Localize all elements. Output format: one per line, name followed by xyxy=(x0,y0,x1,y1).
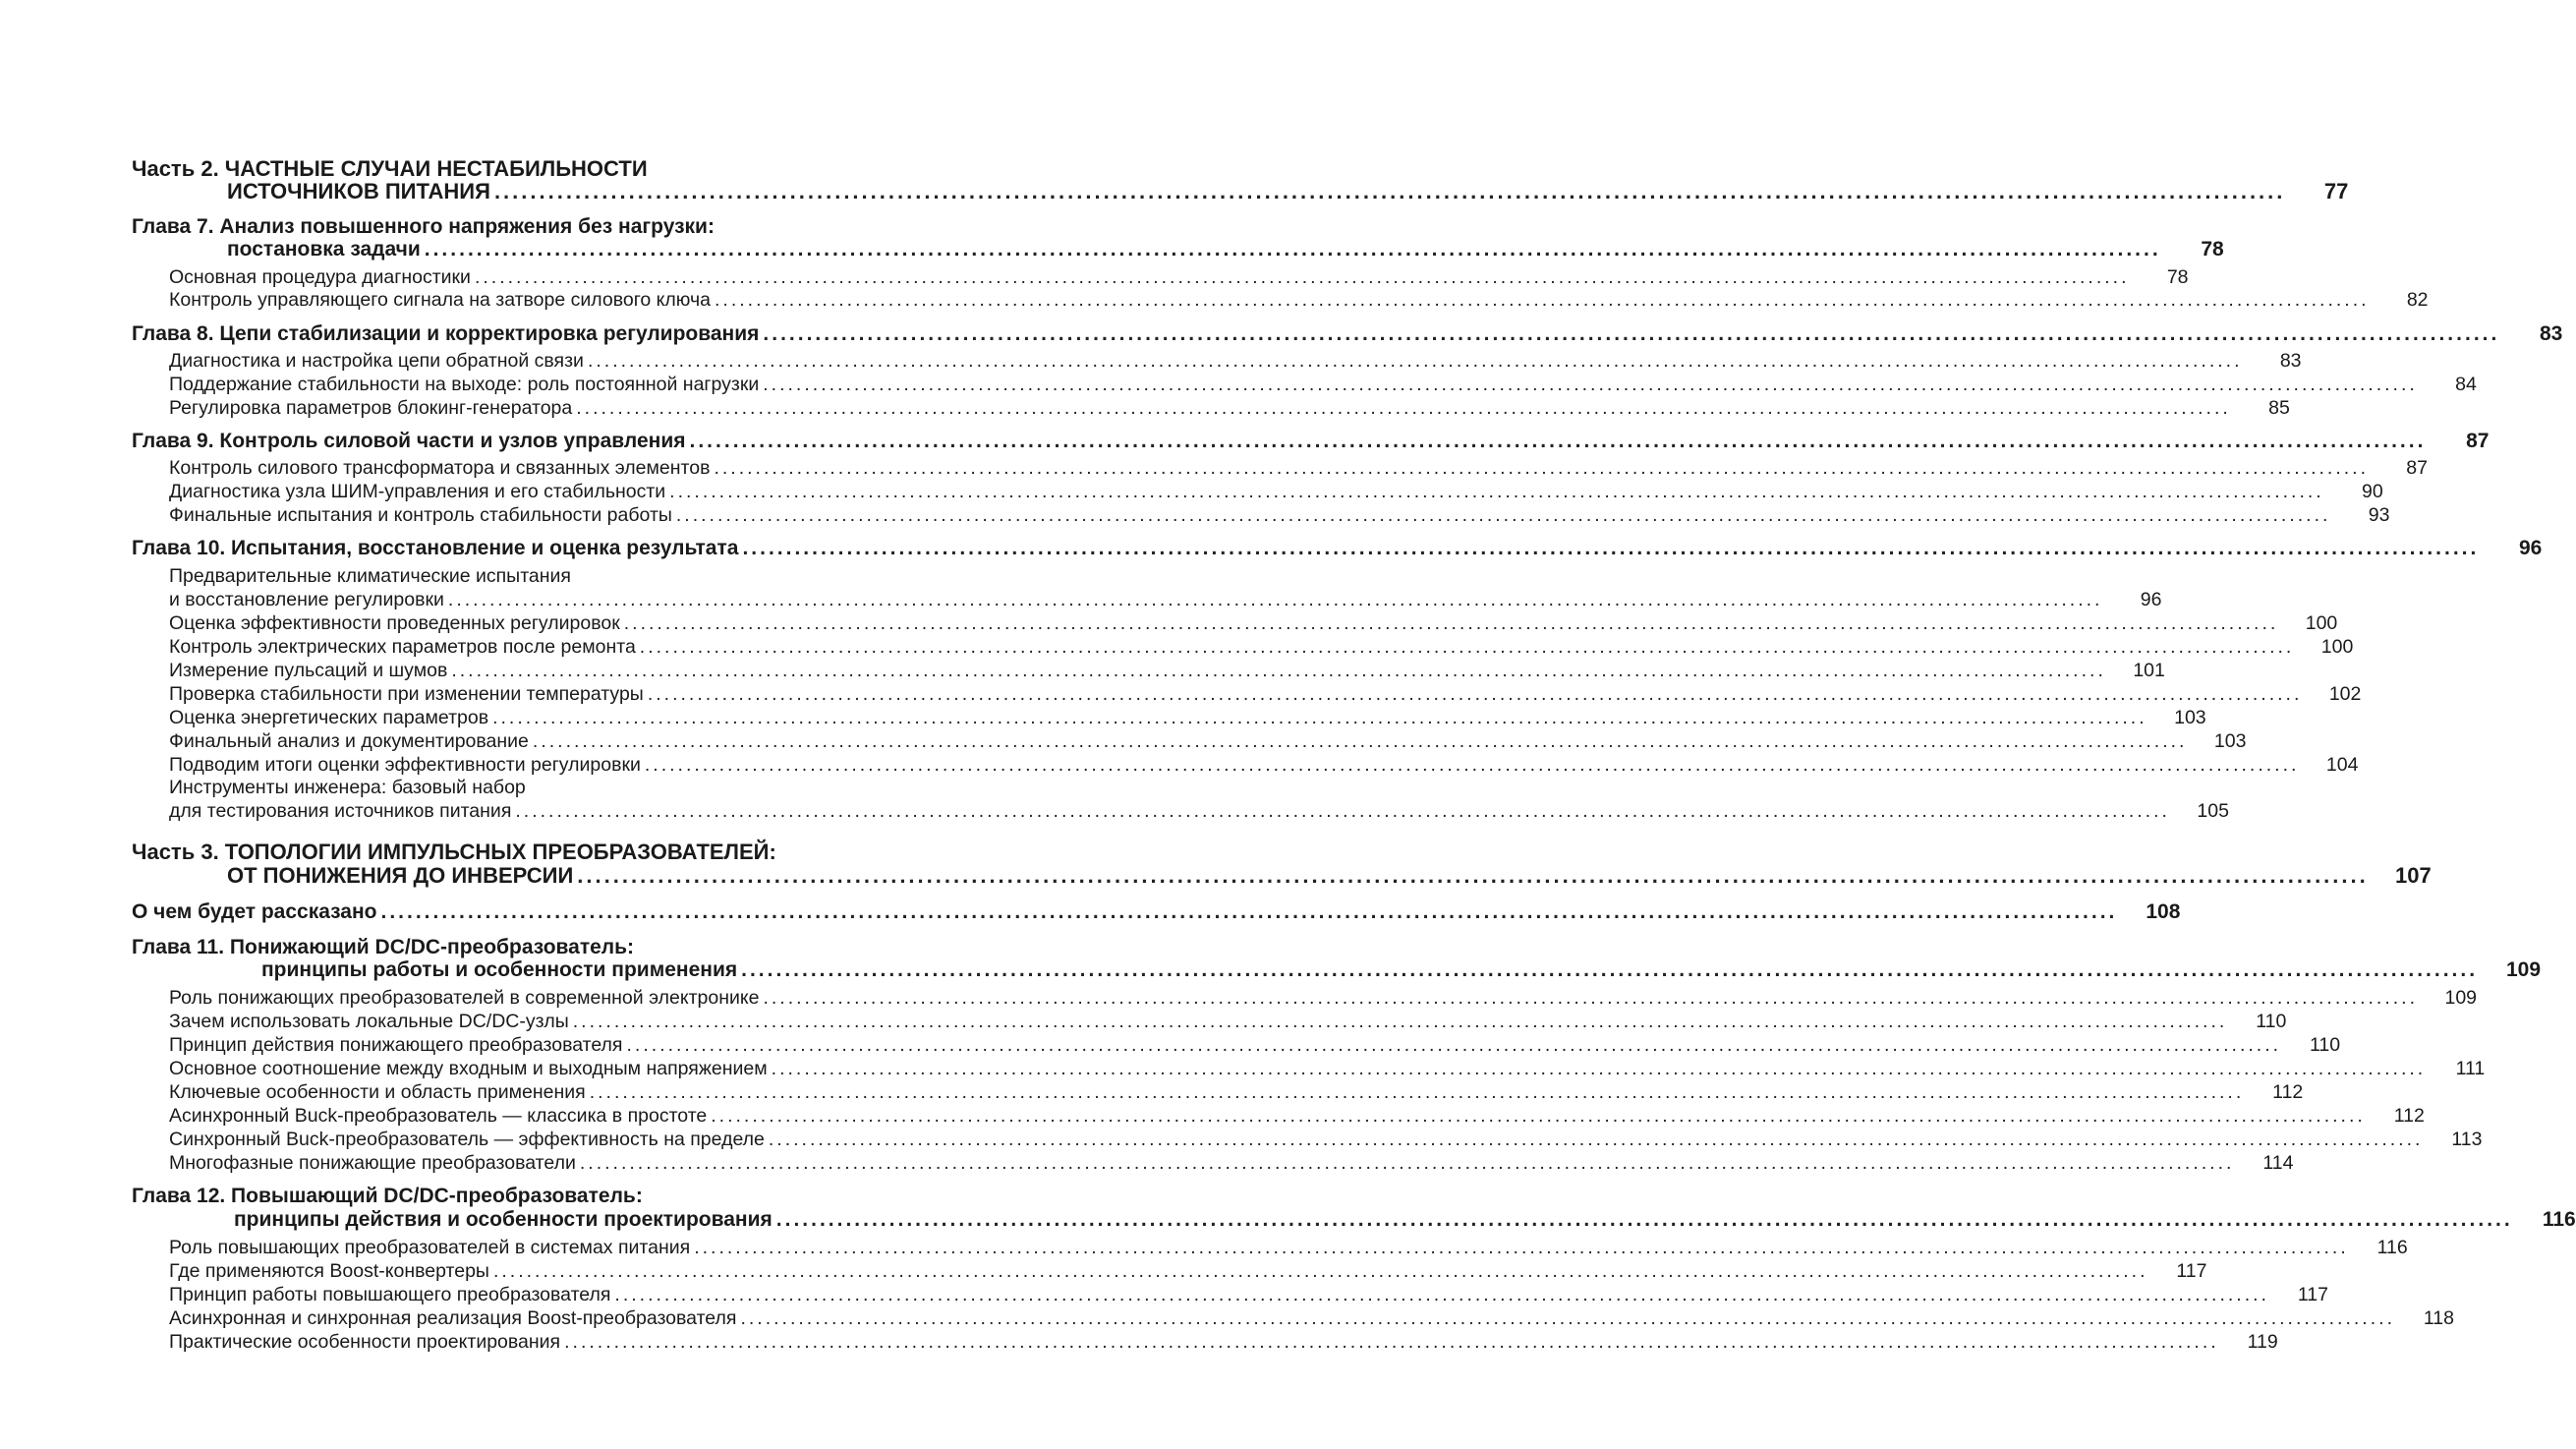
toc-entry-title: О чем будет рассказано xyxy=(132,900,377,923)
toc-section-entry xyxy=(169,1330,2278,1354)
dot-leader: ........................................................................................................................................................................................................ xyxy=(669,480,2324,502)
toc-entry-title: принципы работы и особенности применения xyxy=(261,958,738,981)
dot-leader: ........................................................................................................................................................................................................ xyxy=(768,1128,2424,1150)
toc-section-entry xyxy=(169,1057,2486,1080)
toc-entry-title: Роль понижающих преобразователей в современной электронике xyxy=(169,986,760,1009)
toc-page-number: 104 xyxy=(2325,753,2359,776)
toc-page-number: 107 xyxy=(2395,863,2432,888)
toc-page-number: 103 xyxy=(2213,729,2247,752)
toc-section-entry xyxy=(169,706,2206,729)
dot-leader: ........................................................................................................................................................................................................ xyxy=(447,588,2103,610)
toc-entry-title: Проверка стабильности при изменении температуры xyxy=(169,682,644,705)
dot-leader: ........................................................................................................................................................................................................ xyxy=(515,799,2170,822)
dot-leader: ........................................................................................................................................................................................................ xyxy=(694,1236,2349,1258)
dot-leader: ........................................................................................................................................................................................................ xyxy=(474,265,2130,288)
dot-leader: ........................................................................................................................................................................................................ xyxy=(492,1259,2148,1282)
toc-chapter-entry xyxy=(261,958,2542,982)
toc-section-entry xyxy=(169,1128,2483,1151)
toc-page-number: 109 xyxy=(2444,986,2478,1009)
dot-leader: ........................................................................................................................................................................................................ xyxy=(623,611,2279,634)
toc-entry-title: Оценка энергетических параметров xyxy=(169,706,489,728)
toc-entry-title: Ключевые особенности и область применения xyxy=(169,1080,586,1103)
dot-leader: ........................................................................................................................................................................................................ xyxy=(493,179,2286,203)
toc-entry-title: Контроль силового трансформатора и связанных элементов xyxy=(169,456,711,479)
toc-entry-title: Диагностика и настройка цепи обратной связи xyxy=(169,349,584,372)
dot-leader: ........................................................................................................................................................................................................ xyxy=(740,1306,2395,1329)
toc-section-entry xyxy=(169,1283,2328,1306)
dot-leader: ........................................................................................................................................................................................................ xyxy=(576,396,2231,419)
toc-entry-title: Принцип действия понижающего преобразователя xyxy=(169,1033,623,1056)
toc-section-entry xyxy=(169,611,2338,635)
toc-page-number: 100 xyxy=(2320,635,2354,658)
toc-entry-title: Глава 10. Испытания, восстановление и оценка результата xyxy=(132,537,739,559)
toc-page-number: 96 xyxy=(2519,537,2543,559)
toc-page-number: 90 xyxy=(2362,480,2383,502)
toc-page-number: 87 xyxy=(2466,430,2490,452)
toc-section-entry xyxy=(169,799,2229,823)
toc-page-number: 112 xyxy=(2393,1104,2425,1127)
dot-leader: ........................................................................................................................................................................................................ xyxy=(763,322,2500,345)
toc-entry-title: Асинхронная и синхронная реализация Boost-преобразователя xyxy=(169,1306,737,1329)
toc-section-entry xyxy=(169,682,2362,706)
toc-section-entry xyxy=(169,480,2383,503)
toc-page-number: 78 xyxy=(2201,238,2224,261)
dot-leader: ........................................................................................................................................................................................................ xyxy=(647,682,2303,705)
dot-leader: ........................................................................................................................................................................................................ xyxy=(587,349,2243,372)
toc-entry-title: Глава 9. Контроль силовой части и узлов управления xyxy=(132,430,686,452)
dot-leader: ........................................................................................................................................................................................................ xyxy=(644,753,2300,776)
toc-entry-title: Практические особенности проектирования xyxy=(169,1330,561,1353)
toc-entry-title: Инструменты инженера: базовый набор xyxy=(169,776,526,798)
toc-page-number: 110 xyxy=(2309,1033,2341,1056)
toc-entry-title: Поддержание стабильности на выходе: роль постоянной нагрузки xyxy=(169,373,760,395)
toc-section-entry xyxy=(169,659,2165,682)
dot-leader: ........................................................................................................................................................................................................ xyxy=(771,1057,2427,1079)
toc-page-number: 110 xyxy=(2256,1010,2287,1032)
dot-leader: ........................................................................................................................................................................................................ xyxy=(714,456,2369,479)
toc-entry-title: Глава 12. Повышающий DC/DC-преобразователь: xyxy=(132,1185,643,1207)
toc-section-entry xyxy=(169,565,921,588)
toc-page-number: 85 xyxy=(2268,396,2290,419)
dot-leader: ........................................................................................................................................................................................................ xyxy=(689,430,2427,452)
dot-leader: ........................................................................................................................................................................................................ xyxy=(763,373,2418,395)
toc-page-number: 103 xyxy=(2174,706,2206,728)
toc-entry-title: Контроль электрических параметров после ремонта xyxy=(169,635,636,658)
dot-leader: ........................................................................................................................................................................................................ xyxy=(579,1151,2235,1174)
toc-section-entry xyxy=(169,1306,2454,1330)
toc-entry-title: Оценка эффективности проведенных регулировок xyxy=(169,611,620,634)
toc-section-entry xyxy=(169,1080,2304,1104)
toc-chapter-entry xyxy=(132,900,2181,924)
toc-entry-title: Роль повышающих преобразователей в системах питания xyxy=(169,1236,691,1258)
dot-leader: ........................................................................................................................................................................................................ xyxy=(714,288,2370,311)
toc-entry-title: и восстановление регулировки xyxy=(169,588,444,610)
toc-section-entry xyxy=(169,349,2302,373)
toc-chapter-entry xyxy=(132,936,921,959)
toc-page-number: 119 xyxy=(2247,1330,2278,1353)
toc-entry-title: Часть 2. ЧАСТНЫЕ СЛУЧАИ НЕСТАБИЛЬНОСТИ xyxy=(132,156,648,181)
toc-entry-title: Основное соотношение между входным и выходным напряжением xyxy=(169,1057,768,1079)
toc-section-entry xyxy=(169,456,2428,480)
toc-page-number: 114 xyxy=(2262,1151,2294,1174)
dot-leader: ........................................................................................................................................................................................................ xyxy=(775,1208,2513,1231)
toc-chapter-entry xyxy=(227,238,2224,261)
toc-section-entry xyxy=(169,986,2478,1010)
toc-section-entry xyxy=(169,753,2359,777)
toc-page-number: 84 xyxy=(2455,373,2477,395)
toc-entry-title: Многофазные понижающие преобразователи xyxy=(169,1151,576,1174)
toc-page-number: 117 xyxy=(2297,1283,2328,1305)
toc-entry-title: Где применяются Boost-конвертеры xyxy=(169,1259,489,1282)
toc-entry-title: постановка задачи xyxy=(227,238,421,261)
dot-leader: ........................................................................................................................................................................................................ xyxy=(589,1080,2245,1103)
toc-chapter-entry xyxy=(132,322,2563,346)
dot-leader: ........................................................................................................................................................................................................ xyxy=(763,986,2419,1009)
toc-page-number: 118 xyxy=(2423,1306,2454,1329)
toc-chapter-entry xyxy=(132,537,2543,560)
toc-section-entry xyxy=(169,777,921,799)
toc-entry-title: Основная процедура диагностики xyxy=(169,265,471,288)
toc-page-number: 100 xyxy=(2305,611,2338,634)
toc-chapter-entry xyxy=(132,215,921,239)
toc-part-entry xyxy=(227,179,2349,204)
toc-page-number: 111 xyxy=(2455,1057,2486,1079)
toc-section-entry xyxy=(169,503,2390,527)
toc-page-number: 78 xyxy=(2166,265,2189,288)
toc-entry-title: ИСТОЧНИКОВ ПИТАНИЯ xyxy=(227,179,490,203)
dot-leader: ........................................................................................................................................................................................................ xyxy=(711,1104,2366,1127)
toc-entry-title: Глава 7. Анализ повышенного напряжения без нагрузки: xyxy=(132,215,715,238)
toc-page-number: 116 xyxy=(2376,1236,2408,1258)
dot-leader: ........................................................................................................................................................................................................ xyxy=(626,1033,2282,1056)
dot-leader: ........................................................................................................................................................................................................ xyxy=(380,900,2118,923)
toc-entry-title: Зачем использовать локальные DC/DC-узлы xyxy=(169,1010,569,1032)
toc-section-entry xyxy=(169,1104,2425,1128)
toc-entry-title: Финальные испытания и контроль стабильности работы xyxy=(169,503,672,526)
toc-part-entry xyxy=(132,840,921,865)
toc-section-entry xyxy=(169,288,2429,312)
toc-section-entry xyxy=(169,635,2354,659)
toc-section-entry xyxy=(169,1033,2341,1057)
toc-page-number: 102 xyxy=(2328,682,2362,705)
toc-entry-title: принципы действия и особенности проектирования xyxy=(234,1208,773,1231)
dot-leader: ........................................................................................................................................................................................................ xyxy=(614,1283,2269,1305)
toc-part-entry xyxy=(227,863,2432,889)
toc-chapter-entry xyxy=(132,430,2490,453)
toc-page-number: 109 xyxy=(2506,958,2542,981)
toc-section-entry xyxy=(169,373,2477,396)
dot-leader: ........................................................................................................................................................................................................ xyxy=(451,659,2106,681)
toc-page-number: 87 xyxy=(2406,456,2428,479)
toc-entry-title: Финальный анализ и документирование xyxy=(169,729,529,752)
toc-entry-title: Подводим итоги оценки эффективности регулировки xyxy=(169,753,641,776)
toc-entry-title: ОТ ПОНИЖЕНИЯ ДО ИНВЕРСИИ xyxy=(227,863,574,888)
toc-entry-title: Принцип работы повышающего преобразователя xyxy=(169,1283,611,1305)
toc-entry-title: Глава 8. Цепи стабилизации и корректировка регулирования xyxy=(132,322,760,345)
toc-entry-title: Часть 3. ТОПОЛОГИИ ИМПУЛЬСНЫХ ПРЕОБРАЗОВАТЕЛЕЙ: xyxy=(132,840,776,864)
dot-leader: ........................................................................................................................................................................................................ xyxy=(741,958,2479,981)
toc-section-entry xyxy=(169,1236,2408,1259)
toc-page-number: 83 xyxy=(2279,349,2302,372)
toc-page-number: 108 xyxy=(2146,900,2181,923)
toc-page-number: 105 xyxy=(2197,799,2229,822)
toc-page-number: 77 xyxy=(2323,179,2349,203)
toc-page-number: 101 xyxy=(2133,659,2165,681)
toc-entry-title: Предварительные климатические испытания xyxy=(169,564,571,587)
dot-leader: ........................................................................................................................................................................................................ xyxy=(639,635,2295,658)
dot-leader: ........................................................................................................................................................................................................ xyxy=(492,706,2147,728)
toc-page-number: 117 xyxy=(2176,1259,2207,1282)
toc-entry-title: Асинхронный Buck-преобразователь — классика в простоте xyxy=(169,1104,708,1127)
toc-chapter-entry xyxy=(132,1185,921,1208)
toc-entry-title: Глава 11. Понижающий DC/DC-преобразователь: xyxy=(132,936,635,958)
dot-leader: ........................................................................................................................................................................................................ xyxy=(532,729,2188,752)
toc-entry-title: Контроль управляющего сигнала на затворе силового ключа xyxy=(169,288,711,311)
dot-leader: ........................................................................................................................................................................................................ xyxy=(742,537,2480,559)
toc-section-entry xyxy=(169,1151,2294,1175)
toc-section-entry xyxy=(169,588,2162,611)
dot-leader: ........................................................................................................................................................................................................ xyxy=(564,1330,2219,1353)
toc-page-number: 96 xyxy=(2140,588,2162,610)
toc-section-entry xyxy=(169,1010,2287,1033)
toc-section-entry xyxy=(169,729,2247,753)
toc-section-entry xyxy=(169,265,2189,289)
toc-section-entry xyxy=(169,396,2290,420)
toc-page-number: 82 xyxy=(2406,288,2429,311)
toc-entry-title: для тестирования источников питания xyxy=(169,799,512,822)
toc-entry-title: Синхронный Buck-преобразователь — эффективность на пределе xyxy=(169,1128,765,1150)
dot-leader: ........................................................................................................................................................................................................ xyxy=(577,863,2369,888)
toc-entry-title: Диагностика узла ШИМ-управления и его стабильности xyxy=(169,480,666,502)
toc-entry-title: Измерение пульсаций и шумов xyxy=(169,659,448,681)
dot-leader: ........................................................................................................................................................................................................ xyxy=(572,1010,2228,1032)
toc-page-number: 83 xyxy=(2539,322,2563,345)
toc-section-entry xyxy=(169,1259,2207,1283)
toc-page-number: 93 xyxy=(2368,503,2390,526)
toc-page-number: 113 xyxy=(2451,1128,2483,1150)
toc-chapter-entry xyxy=(234,1208,2576,1232)
dot-leader: ........................................................................................................................................................................................................ xyxy=(675,503,2331,526)
toc-page-number: 112 xyxy=(2272,1080,2304,1103)
dot-leader: ........................................................................................................................................................................................................ xyxy=(424,238,2161,261)
toc-entry-title: Регулировка параметров блокинг-генератора xyxy=(169,396,573,419)
toc-page-number: 116 xyxy=(2542,1208,2576,1231)
